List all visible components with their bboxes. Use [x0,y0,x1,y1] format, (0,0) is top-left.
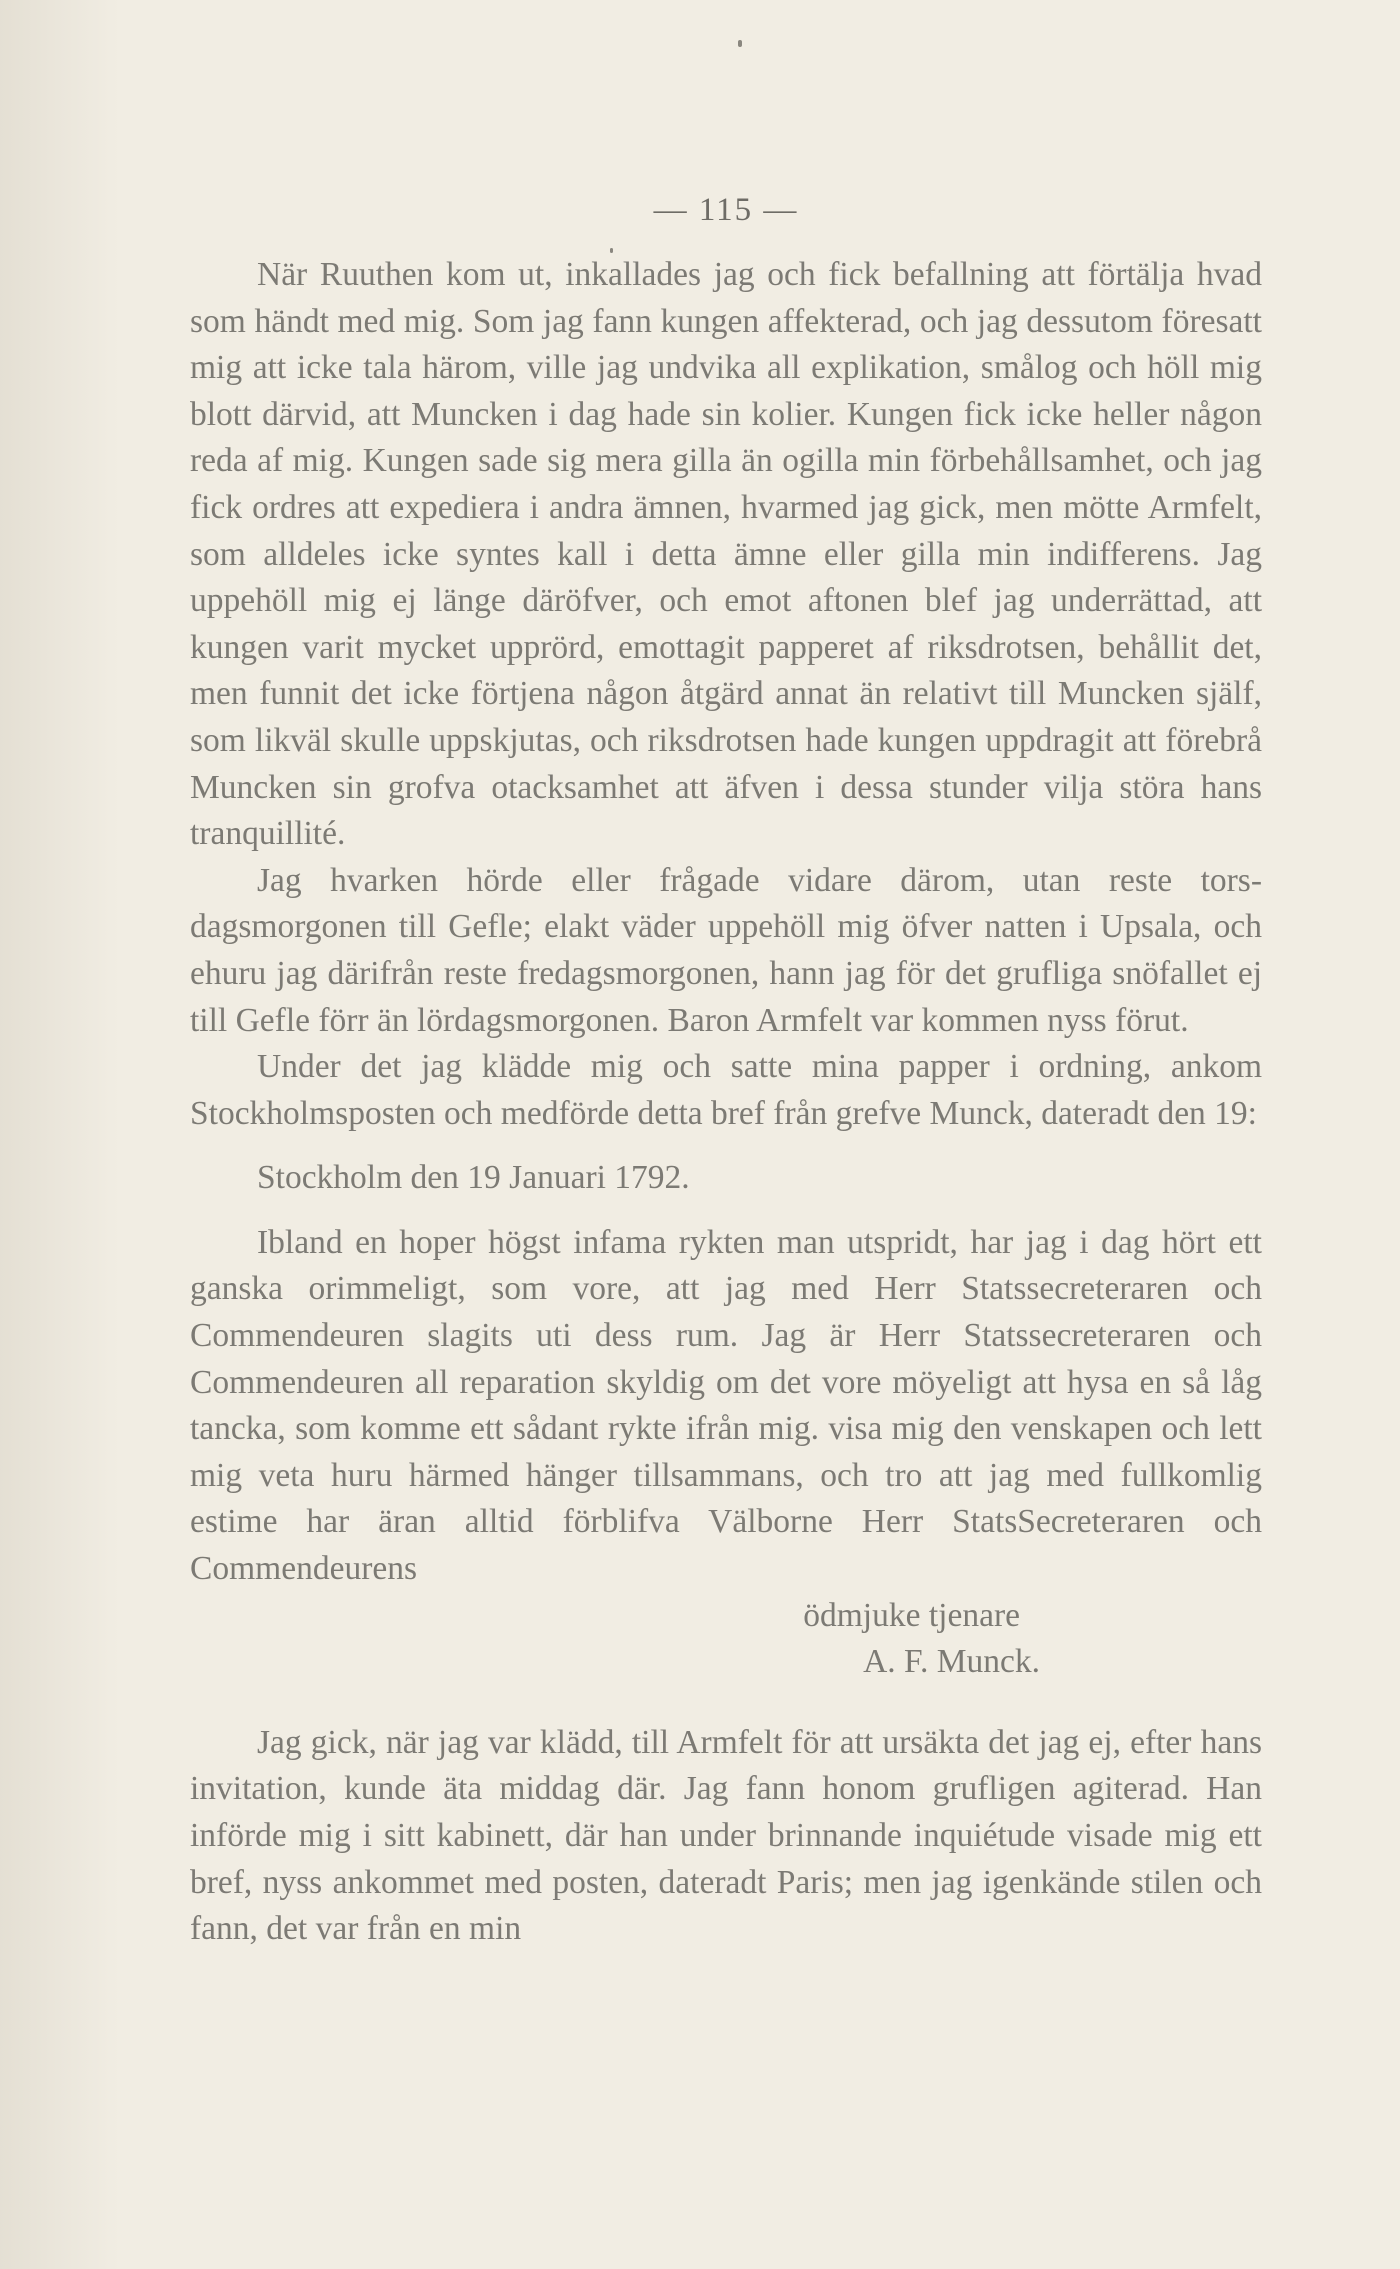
paragraph-2: Jag hvarken hörde eller frågade vidare därom, utan reste torsdagsmorgonen till Gefle; elakt väder uppehöll mig öfver natten i Upsala, och ehuru jag därifrån reste fredagsmorgonen, hann jag för det grufliga snöfallet ej till Gefle förr än lördagsmorgonen. Baron Armfelt var kommen nyss förut. [190,861,1262,1039]
page-body [190,252,1262,1953]
scan-edge-shadow [0,0,120,2269]
letter-date: Stockholm den 19 Januari 1792. [257,1159,690,1197]
page-number: — 115 — [653,192,799,228]
letter-signature: A. F. Munck. [863,1643,1040,1681]
paragraph-3: Under det jag klädde mig och satte mina papper i ordning, ankom Stockholmsposten och medförde detta bref från grefve Munck, dateradt den 19: [190,1048,1262,1132]
letter-closing: ödmjuke tjenare [803,1596,1020,1634]
quoted-letter [190,1155,1262,1686]
paragraph-final: Jag gick, när jag var klädd, till Armfelt för att ursäkta det jag ej, efter hans invitation, kunde äta middag där. Jag fann honom grufligen agiterad. Han införde mig i sitt kabinett, där han under brinnande inquiétude visade mig ett bref, nyss ankommet med posten, dateradt Paris; men jag igenkände stilen och fann, det var från en min [190,1723,1262,1948]
paragraph-1: När Ruuthen kom ut, inkallades jag och fick befallning att förtälja hvad som händt med mig. Som jag fann kungen affekterad, och jag dessutom föresatt mig att icke tala härom, ville jag undvika all explikation, smålog och höll mig blott därvid, att Muncken i dag hade sin kolier. Kungen fick icke heller någon reda af mig. Kungen sade sig mera gilla än ogilla min förbehållsamhet, och jag fick ordres att expediera i andra ämnen, hvarmed jag gick, men mötte Armfelt, som alldeles icke syntes kall i detta ämne eller gilla min indifferens. Jag uppehöll mig ej länge däröfver, och emot aftonen blef jag underrättad, att kungen varit mycket upprörd, emottagit papperet af riksdrotsen, behållit det, men funnit det icke förtjena någon åtgärd annat än relativt till Muncken själf, som likväl skulle uppskjutas, och riksdrotsen hade kungen uppdragit att förebrå Muncken sin grofva otacksamhet att äfven i dessa stunder vilja störa hans tranquillité. [190,256,1262,853]
letter-body: Ibland en hoper högst infama rykten man utspridt, har jag i dag hört ett ganska orimmeligt, som vore, att jag med Herr Statssecreteraren och Commendeuren slagits uti dess rum. Jag är Herr Statssecreteraren och Commendeuren all reparation skyldig om det vore möyeligt att hysa en så låg tancka, som komme ett sådant rykte ifrån mig. visa mig den venskapen och lett mig veta huru härmed hänger tillsammans, och tro att jag med fullkomlig estime har äran alltid förblifva Välborne Herr StatsSecreteraren och Commendeurens [190,1223,1262,1588]
scan-speck [738,40,742,47]
